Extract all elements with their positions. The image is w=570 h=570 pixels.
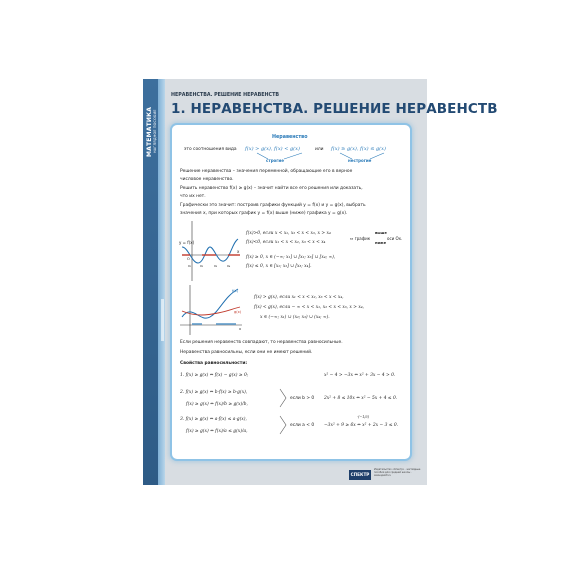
label-strict: строгие xyxy=(266,158,284,163)
property-3-condition: если a < 0 xyxy=(290,423,315,428)
graph1-x3: x₃ xyxy=(214,264,218,268)
graph-sign-of-f xyxy=(178,219,242,283)
graph1-line1: f(x)>0, если x < x₁, x₂ < x < x₃, x > x₄ xyxy=(246,231,331,236)
graphic-def-line1: Графически это значит: построив графики функций y = f(x) и y = g(x), выбрать xyxy=(180,203,366,208)
graph1-y-label: y = f(x) xyxy=(179,240,195,245)
definition-arrows xyxy=(172,125,410,175)
property-3-multiplier: ·(−1/3) xyxy=(357,415,370,419)
graph1-line2: f(x)<0, если x₁ < x < x₂, x₃ < x < x₄ xyxy=(246,240,326,245)
graph2-g-label: g(x) xyxy=(234,310,242,314)
sidebar-marker xyxy=(161,299,164,341)
graph1-axis: оси Ox. xyxy=(387,236,403,241)
solution-def-line1: Решение неравенства – значения переменной, обращающие его в верное xyxy=(180,169,353,174)
sidebar-strip xyxy=(158,79,165,485)
property-3-example: −3x² + 9 ≥ 6x ⇔ x² + 2x − 3 ≤ 0. xyxy=(324,423,399,428)
property-1: 1. f(x) ≥ g(x) ⇔ f(x) − g(x) ≥ 0; xyxy=(180,373,249,378)
graph1-below: ниже xyxy=(375,241,387,245)
property-1-example: x² − 4 > −3x ⇔ x² + 3x − 4 > 0. xyxy=(324,373,396,378)
graph1-x2: x₂ xyxy=(200,264,204,268)
poster xyxy=(143,79,498,485)
graph1-x1: x₁ xyxy=(188,264,192,268)
properties-title: Свойства равносильности: xyxy=(180,361,248,366)
graph1-line4: f(x) ≤ 0, x ∈ [x₁; x₂] ∪ [x₃; x₄]. xyxy=(246,264,312,269)
graph2-x-label: x xyxy=(239,327,242,331)
graph1-x-label: x xyxy=(237,249,240,254)
graphic-def-line2: значения x, при которых график y = f(x) выше (ниже) графика y = g(x). xyxy=(180,211,348,216)
graph1-line3: f(x) ≥ 0, x ∈ (−∞; x₁] ∪ [x₂; x₃] ∪ [x₄; ∞), xyxy=(246,255,336,260)
property-2b: f(x) ≥ g(x) ⇔ f(x)/b ≥ g(x)/b, xyxy=(186,402,248,407)
graph2-line2: f(x) < g(x), если − ∞ < x < x₁, x₂ < x < x₃, x > x₄, xyxy=(254,305,365,310)
property-2: 2. f(x) ≥ g(x) ⇔ b·f(x) ≥ b·g(x), xyxy=(180,390,248,395)
property-3b: f(x) ≥ g(x) ⇔ f(x)/a ≤ g(x)/a, xyxy=(186,429,248,434)
graph1-x4: x₄ xyxy=(227,264,231,268)
section-heading: Неравенство xyxy=(272,135,308,140)
property-3: 3. f(x) ≥ g(x) ⇔ a·f(x) ≤ a·g(x), xyxy=(180,417,247,422)
graph2-line3: x ∈ (−∞; x₁) ∪ (x₂; x₃) ∪ (x₄; ∞). xyxy=(260,315,330,320)
graph2-f-label: f(x) xyxy=(232,289,239,293)
property-2-example: 2x² + 8 ≤ 10x ⇔ x² − 5x + 4 ≤ 0. xyxy=(324,396,398,401)
equivalence-line2: Неравенства равносильны, если они не имеют решений. xyxy=(180,350,313,355)
content-panel xyxy=(172,125,410,459)
definition-or: или xyxy=(315,147,324,152)
label-nonstrict: нестрогие xyxy=(348,158,372,163)
sidebar-subtitle: НАГЛЯДНОЕ ПОСОБИЕ xyxy=(153,109,157,153)
graph1-side-label: ⇔ график xyxy=(350,236,371,241)
graph-compare-f-g xyxy=(178,283,244,337)
sidebar xyxy=(143,79,158,485)
topic-caption: НЕРАВЕНСТВА. РЕШЕНИЕ НЕРАВЕНСТВ xyxy=(171,93,280,98)
definition-strict: f(x) > g(x), f(x) < g(x) xyxy=(245,146,300,152)
sidebar-title: МАТЕМАТИКА xyxy=(146,106,153,157)
graph2-line1: f(x) > g(x), если x₁ < x < x₂, x₃ < x < x₄, xyxy=(254,295,344,300)
solve-def-line1: Решить неравенство f(x) ≥ g(x) – значит найти все его решения или доказать, xyxy=(180,186,363,191)
graph1-origin-label: O xyxy=(187,257,190,261)
property-2-condition: если b > 0 xyxy=(290,396,315,401)
equivalence-line1: Если решения неравенств совпадают, то неравенства равносильные. xyxy=(180,340,343,345)
graph1-above: выше xyxy=(375,231,387,235)
solve-def-line2: что их нет. xyxy=(180,194,206,199)
definition-nonstrict: f(x) ≥ g(x), f(x) ≤ g(x) xyxy=(331,146,386,152)
solution-def-line2: числовое неравенство. xyxy=(180,177,234,182)
property-braces xyxy=(172,383,410,443)
page-title: 1. НЕРАВЕНСТВА. РЕШЕНИЕ НЕРАВЕНСТВ xyxy=(171,101,498,117)
definition-prefix: это соотношения вида xyxy=(184,147,237,152)
publisher-logo: СПЕКТР xyxy=(349,470,371,480)
publisher-info: Издательство «Спектр» · наглядные пособия для средней школы · www.spektr.ru xyxy=(374,468,421,477)
